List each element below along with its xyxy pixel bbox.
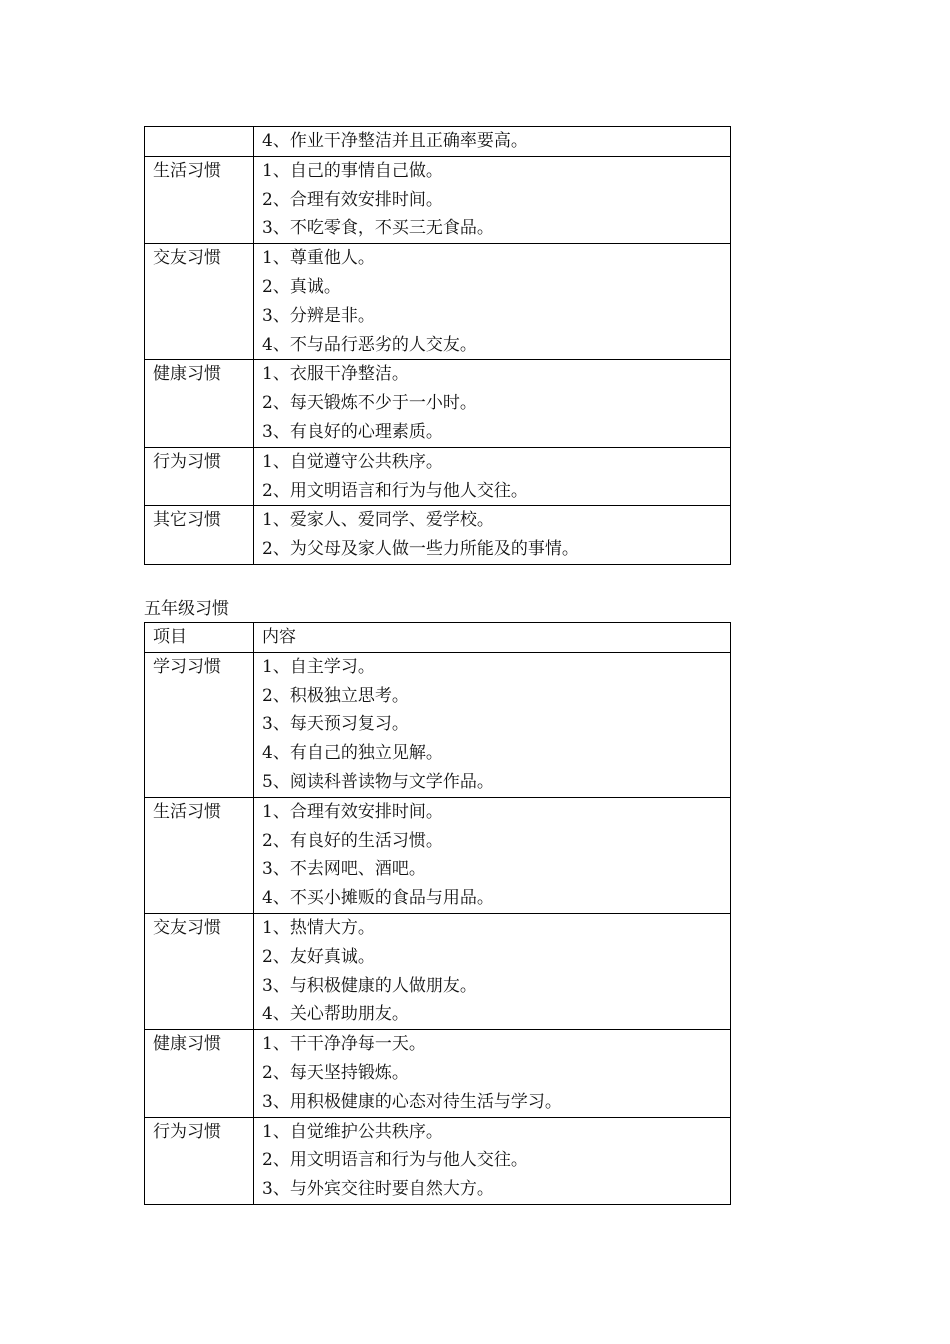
habit-item: 2、用文明语言和行为与他人交往。	[262, 1150, 528, 1171]
habit-item: 2、为父母及家人做一些力所能及的事情。	[262, 539, 579, 560]
habit-category: 行为习惯	[145, 447, 254, 506]
habits-table-continued	[144, 126, 731, 565]
habit-item: 3、有良好的心理素质。	[262, 421, 443, 442]
habit-item: 2、每天坚持锻炼。	[262, 1062, 409, 1083]
habit-category: 交友习惯	[145, 913, 254, 1029]
habit-items	[254, 506, 731, 565]
habit-items	[254, 913, 731, 1029]
table-row	[145, 913, 731, 1029]
table-header-row	[145, 623, 731, 653]
table-row	[145, 127, 731, 157]
habit-category: 健康习惯	[145, 1030, 254, 1117]
habit-item: 3、用积极健康的心态对待生活与学习。	[262, 1091, 562, 1112]
table-row	[145, 1030, 731, 1117]
habit-item: 3、每天预习复习。	[262, 714, 409, 735]
habit-items	[254, 447, 731, 506]
habit-item: 4、作业干净整洁并且正确率要高。	[262, 131, 528, 151]
habit-category: 生活习惯	[145, 797, 254, 913]
habit-item: 3、分辨是非。	[262, 305, 375, 326]
header-content: 内容	[254, 623, 731, 653]
habit-items	[254, 1030, 731, 1117]
habit-items	[254, 652, 731, 797]
table-row	[145, 1117, 731, 1204]
grade5-table-caption: 五年级习惯	[144, 599, 229, 619]
habit-item: 1、自觉维护公共秩序。	[262, 1121, 443, 1142]
habit-category: 学习习惯	[145, 652, 254, 797]
habit-item: 3、与积极健康的人做朋友。	[262, 975, 477, 996]
habit-item: 5、阅读科普读物与文学作品。	[262, 771, 494, 792]
habit-item: 4、不与品行恶劣的人交友。	[262, 334, 477, 355]
habit-item: 2、真诚。	[262, 276, 341, 297]
habit-item: 3、不吃零食，不买三无食品。	[262, 218, 494, 239]
habit-item: 2、合理有效安排时间。	[262, 189, 443, 210]
table-row	[145, 156, 731, 243]
habit-category	[145, 127, 254, 157]
table-row	[145, 652, 731, 797]
table-body	[145, 127, 731, 565]
table-body	[145, 623, 731, 1205]
table-row	[145, 244, 731, 360]
habit-item: 1、自觉遵守公共秩序。	[262, 451, 443, 472]
habit-item: 2、有良好的生活习惯。	[262, 830, 443, 851]
habit-category: 交友习惯	[145, 244, 254, 360]
habit-item: 1、衣服干净整洁。	[262, 364, 409, 385]
habit-item: 4、有自己的独立见解。	[262, 743, 443, 764]
habit-item: 1、干干净净每一天。	[262, 1034, 426, 1055]
habit-items	[254, 360, 731, 447]
habit-item: 4、不买小摊贩的食品与用品。	[262, 888, 494, 909]
habit-item: 1、热情大方。	[262, 917, 375, 938]
habit-item: 2、用文明语言和行为与他人交往。	[262, 480, 528, 501]
table-row	[145, 506, 731, 565]
habit-item: 2、每天锻炼不少于一小时。	[262, 393, 477, 414]
habit-items	[254, 797, 731, 913]
habit-category: 行为习惯	[145, 1117, 254, 1204]
habit-items	[254, 244, 731, 360]
habit-category: 其它习惯	[145, 506, 254, 565]
habit-item: 4、关心帮助朋友。	[262, 1004, 409, 1025]
habit-item: 3、不去网吧、酒吧。	[262, 859, 426, 880]
habit-item: 3、与外宾交往时要自然大方。	[262, 1179, 494, 1200]
habit-item: 1、爱家人、爱同学、爱学校。	[262, 510, 494, 531]
grade5-habits-table	[144, 622, 731, 1205]
habit-item: 1、尊重他人。	[262, 248, 375, 269]
habit-items	[254, 127, 731, 157]
habit-item: 1、自主学习。	[262, 656, 375, 677]
habit-item: 1、自己的事情自己做。	[262, 160, 443, 181]
habit-category: 健康习惯	[145, 360, 254, 447]
habit-item: 1、合理有效安排时间。	[262, 801, 443, 822]
habit-items	[254, 156, 731, 243]
table-row	[145, 447, 731, 506]
habit-item: 2、积极独立思考。	[262, 685, 409, 706]
habit-item: 2、友好真诚。	[262, 946, 375, 967]
header-category: 项目	[145, 623, 254, 653]
habit-category: 生活习惯	[145, 156, 254, 243]
habit-items	[254, 1117, 731, 1204]
table-row	[145, 797, 731, 913]
table-row	[145, 360, 731, 447]
